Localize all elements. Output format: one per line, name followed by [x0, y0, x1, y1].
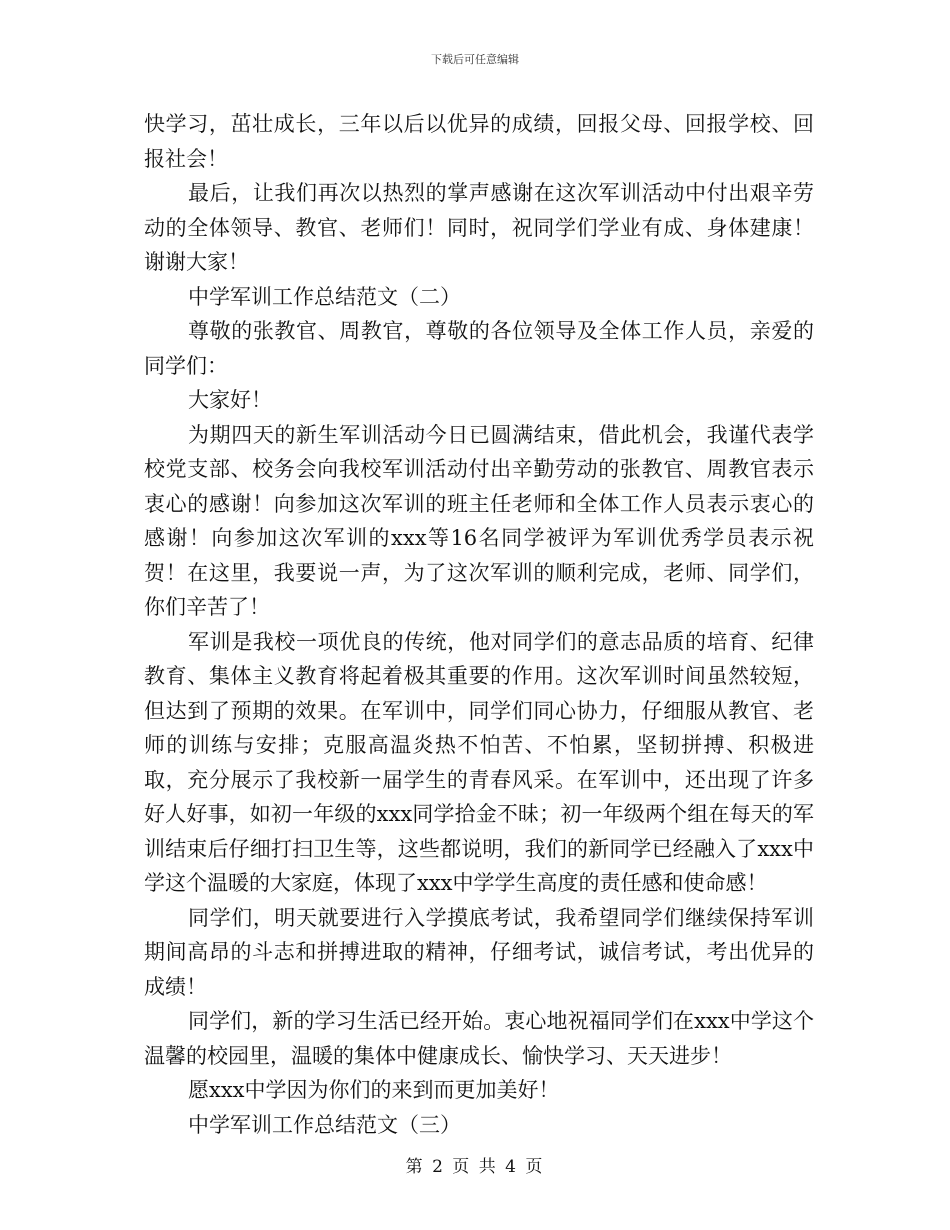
page-footer: 第 2 页 共 4 页: [405, 1157, 545, 1177]
paragraph: 军训是我校一项优良的传统，他对同学们的意志品质的培育、纪律教育、集体主义教育将起着极其重要的作用。这次军训时间虽然较短，但达到了预期的效果。在军训中，同学们同心协力，仔细服从教官、老师的训练与安排；克服高温炎热不怕苦、不怕累，坚韧拼搏、积极进取，充分展示了我校新一届学生的青春风采。在军训中，还出现了许多好人好事，如初一年级的xxx同学拾金不昧；初一年级两个组在每天的军训结束后仔细打扫卫生等，这些都说明，我们的新同学已经融入了xxx中学这个温暖的大家庭，体现了xxx中学学生高度的责任感和使命感！: [144, 629, 814, 895]
paragraph: 同学们，新的学习生活已经开始。衷心地祝福同学们在xxx中学这个温馨的校园里，温暖的集体中健康成长、愉快学习、天天进步！: [144, 1009, 814, 1068]
page-header: 下载后可任意编辑: [431, 53, 519, 66]
paragraph: 最后，让我们再次以热烈的掌声感谢在这次军训活动中付出艰辛劳动的全体领导、教官、老师们！同时，祝同学们学业有成、身体建康！ 谢谢大家！: [144, 181, 814, 274]
section-heading: 中学军训工作总结范文（二）: [188, 284, 461, 309]
section-heading: 中学军训工作总结范文（三）: [188, 1112, 461, 1137]
paragraph: 愿xxx中学因为你们的来到而更加美好！: [188, 1078, 560, 1102]
document-body: [144, 107, 814, 1142]
paragraph: 快学习，茁壮成长，三年以后以优异的成绩，回报父母、回报学校、回报社会！: [144, 112, 814, 171]
salutation: 尊敬的张教官、周教官，尊敬的各位领导及全体工作人员，亲爱的同学们：: [144, 319, 814, 378]
paragraph: 同学们，明天就要进行入学摸底考试，我希望同学们继续保持军训期间高昂的斗志和拼搏进取的精神，仔细考试，诚信考试，考出优异的成绩！: [144, 905, 814, 999]
greeting: 大家好！: [188, 388, 272, 412]
paragraph: 为期四天的新生军训活动今日已圆满结束，借此机会，我谨代表学校党支部、校务会向我校军训活动付出辛勤劳动的张教官、周教官表示衷心的感谢！向参加这次军训的班主任老师和全体工作人员表示衷心的感谢！向参加这次军训的xxx等16名同学被评为军训优秀学员表示祝贺！在这里，我要说一声，为了这次军训的顺利完成，老师、同学们，你们辛苦了！: [144, 422, 814, 619]
